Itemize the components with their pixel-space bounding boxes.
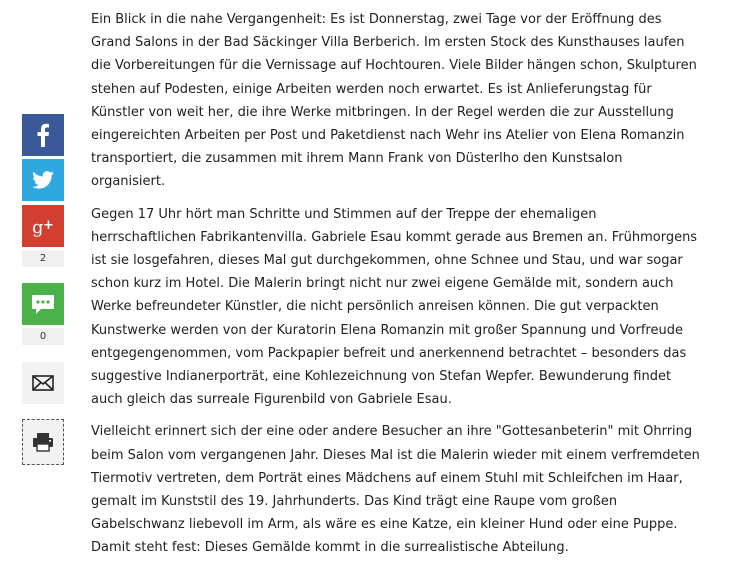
text-line: Gabelschwanz liebevoll im Arm, als wäre es eine Katze, ein kleiner Hund oder eine Puppe. xyxy=(91,517,678,533)
comment-button[interactable] xyxy=(22,283,64,325)
text-line: Gegen 17 Uhr hört man Schritte und Stimmen auf der Treppe der ehemaligen xyxy=(91,206,597,222)
text-line: suggestive Indianerporträt, eine Kohlezeichnung von Stefan Wepfer. Bewunderung findet xyxy=(91,369,672,385)
google-plus-count: 2 xyxy=(22,250,64,267)
text-line: herrschaftlichen Fabrikantenvilla. Gabriele Esau kommt gerade aus Bremen an. Frühmorgens xyxy=(91,229,698,245)
text-line: Ein Blick in die nahe Vergangenheit: Es ist Donnerstag, zwei Tage vor der Eröffnung des xyxy=(91,12,662,27)
text-line: stehen auf Podesten, einige Arbeiten werden noch erwartet. Es ist Anlieferungstag für xyxy=(91,81,652,97)
email-share-button[interactable] xyxy=(22,362,64,404)
text-line: Grand Salons in der Bad Säckinger Villa Berberich. Im ersten Stock des Kunsthauses laufen xyxy=(91,35,685,51)
text-line: organisiert. xyxy=(91,174,166,190)
text-line: schon kurz im Hotel. Die Malerin bringt nicht nur zwei eigene Gemälde mit, sondern auch xyxy=(91,276,674,292)
svg-text:g: g xyxy=(32,217,44,237)
comment-count: 0 xyxy=(22,328,64,345)
printer-icon xyxy=(32,432,54,452)
text-line: entgegengenommen, vom Packpapier befreit und anerkennend betrachtet – besonders das xyxy=(91,345,687,361)
twitter-share-button[interactable] xyxy=(22,159,64,201)
text-line: Kunstwerke werden von der Kuratorin Elena Romanzin mit großer Spannung und Vorfreude xyxy=(91,322,683,338)
text-line: Werke befreundeter Künstler, die nicht persönlich anreisen können. Die gut verpackten xyxy=(91,299,659,315)
facebook-icon xyxy=(36,123,50,147)
google-plus-share-button[interactable] xyxy=(22,205,64,247)
twitter-icon xyxy=(32,171,54,189)
text-line: Künstler von weit her, die ihre Werke mitbringen. In der Regel werden die zur Ausstellung xyxy=(91,104,674,120)
article-paragraph xyxy=(91,420,700,559)
text-line: die Vorbereitungen für die Vernissage auf Hochtouren. Viele Bilder hängen schon, Skulpturen xyxy=(91,58,697,74)
text-line: auch gleich das surreale Figurenbild von Gabriele Esau. xyxy=(91,392,452,408)
text-line: ist sie losgefahren, dieses Mal gut durchgekommen, ohne Schnee und Stau, und war sogar xyxy=(91,253,683,269)
svg-text:+: + xyxy=(43,218,54,233)
facebook-share-button[interactable] xyxy=(22,114,64,156)
google-plus-icon xyxy=(31,215,55,237)
text-line: Damit steht fest: Dieses Gemälde kommt in die surrealistische Abteilung. xyxy=(91,540,569,556)
comment-icon xyxy=(31,294,55,314)
text-line: Vielleicht erinnert sich der eine oder andere Besucher an ihre "Gottesanbeterin" mit Ohrring xyxy=(91,424,693,440)
article-body xyxy=(91,8,700,569)
article-paragraph xyxy=(91,8,697,194)
share-sidebar xyxy=(0,0,80,564)
text-line: Tiermotiv vertreten, dem Porträt eines Mädchens auf einem Stuhl mit Schleifchen im Haar, xyxy=(91,470,683,486)
print-button[interactable] xyxy=(22,419,64,465)
text-line: beim Salon vom vergangenen Jahr. Dieses Mal ist die Malerin wieder mit einem verfremdeten xyxy=(91,447,700,463)
text-line: eingereichten Arbeiten per Post und Paketdienst nach Wehr ins Atelier von Elena Romanzin xyxy=(91,128,685,144)
text-line: gemalt im Kunststil des 19. Jahrhunderts. Das Kind trägt eine Raupe vom großen xyxy=(91,494,618,510)
envelope-icon xyxy=(32,375,54,391)
article-paragraph xyxy=(91,203,698,412)
text-line: transportiert, die zusammen mit ihrem Mann Frank von Düsterlho den Kunstsalon xyxy=(91,151,623,167)
